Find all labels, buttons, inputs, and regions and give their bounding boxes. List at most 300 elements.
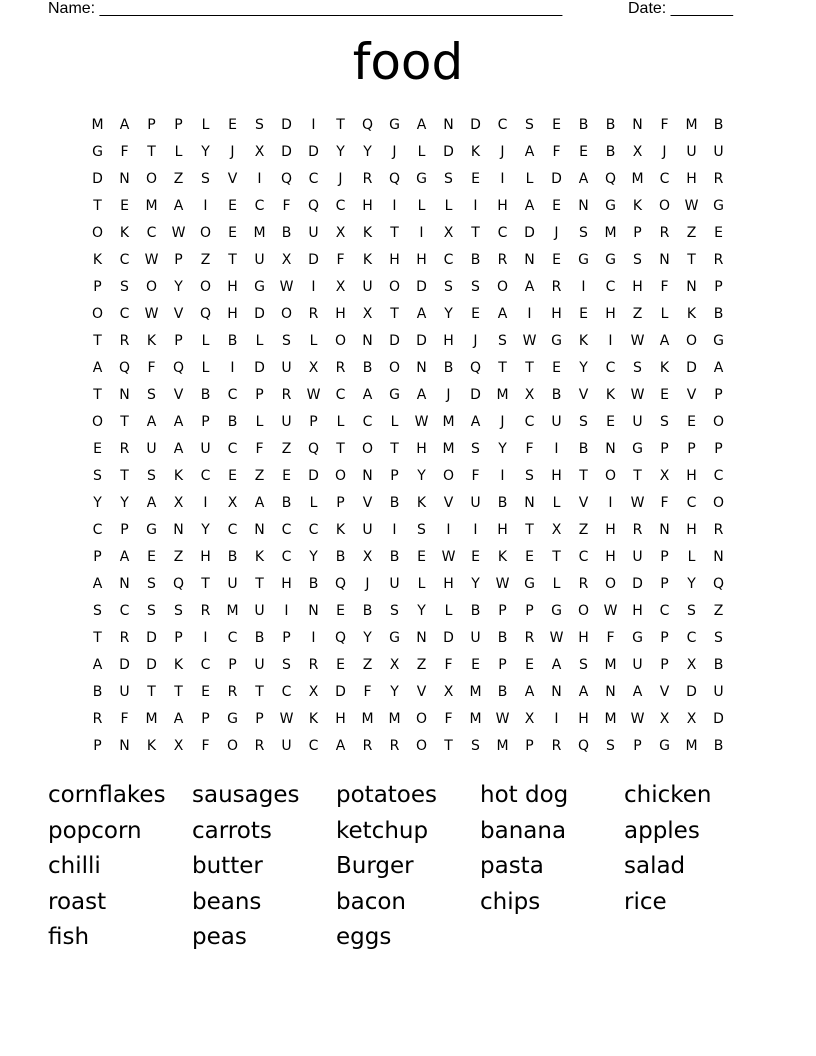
grid-letter: W (549, 630, 564, 646)
grid-letter: R (362, 171, 373, 187)
grid-letter: J (662, 144, 667, 160)
grid-letter: E (228, 225, 237, 241)
grid-letter: I (203, 198, 208, 214)
grid-letter: B (470, 252, 481, 268)
grid-letter: H (686, 171, 697, 187)
grid-row (84, 571, 732, 598)
word-list-item: hot dog (480, 782, 569, 808)
grid-letter: E (228, 198, 237, 214)
grid-letter: N (254, 522, 265, 538)
grid-letter: Z (281, 441, 292, 457)
grid-letter: L (201, 360, 210, 376)
grid-letter: I (392, 522, 397, 538)
grid-letter: R (551, 279, 562, 295)
grid-letter: H (605, 522, 616, 538)
grid-letter: J (500, 414, 505, 430)
grid-letter: P (687, 441, 696, 457)
grid-letter: M (442, 414, 455, 430)
grid-letter: I (473, 522, 478, 538)
grid-row (84, 706, 732, 733)
grid-letter: E (579, 306, 588, 322)
grid-letter: P (93, 549, 102, 565)
grid-letter: T (498, 360, 507, 376)
grid-letter: C (227, 441, 238, 457)
grid-letter: O (658, 198, 671, 214)
grid-row (84, 112, 732, 139)
grid-letter: U (632, 657, 643, 673)
grid-letter: H (227, 279, 238, 295)
grid-letter: I (419, 225, 424, 241)
grid-letter: O (334, 333, 347, 349)
grid-letter: F (444, 711, 453, 727)
grid-letter: Y (309, 549, 318, 565)
grid-letter: B (227, 333, 238, 349)
grid-letter: R (659, 225, 670, 241)
grid-letter: N (659, 252, 670, 268)
grid-letter: A (146, 495, 157, 511)
grid-letter: A (524, 198, 535, 214)
grid-letter: S (282, 333, 291, 349)
grid-letter: H (443, 576, 454, 592)
grid-letter: F (660, 117, 669, 133)
grid-letter: M (442, 441, 455, 457)
grid-letter: Y (498, 441, 507, 457)
grid-letter: K (335, 522, 346, 538)
grid-letter: Q (334, 576, 347, 592)
grid-letter: Z (254, 468, 265, 484)
grid-letter: A (632, 684, 643, 700)
grid-letter: T (390, 306, 399, 322)
grid-letter: H (443, 333, 454, 349)
grid-letter: R (389, 738, 400, 754)
grid-letter: Y (201, 144, 210, 160)
grid-letter: D (686, 360, 697, 376)
grid-letter: G (605, 252, 616, 268)
grid-letter: C (200, 468, 211, 484)
grid-letter: X (227, 495, 238, 511)
grid-letter: S (174, 603, 183, 619)
grid-letter: E (93, 441, 102, 457)
grid-letter: E (525, 549, 534, 565)
grid-letter: F (363, 684, 372, 700)
grid-letter: D (146, 657, 157, 673)
grid-letter: X (443, 225, 454, 241)
grid-letter: C (713, 468, 724, 484)
grid-letter: C (497, 117, 508, 133)
grid-letter: U (146, 441, 157, 457)
grid-letter: B (713, 738, 724, 754)
grid-letter: D (416, 333, 427, 349)
grid-letter: V (173, 306, 184, 322)
grid-letter: I (311, 117, 316, 133)
grid-letter: P (93, 738, 102, 754)
grid-letter: E (606, 414, 615, 430)
grid-letter: S (93, 468, 102, 484)
grid-letter: K (92, 252, 103, 268)
grid-letter: Q (199, 306, 212, 322)
grid-letter: F (444, 657, 453, 673)
grid-letter: L (255, 414, 264, 430)
grid-letter: G (389, 117, 400, 133)
grid-row (84, 139, 732, 166)
grid-letter: A (524, 144, 535, 160)
grid-letter: U (281, 738, 292, 754)
grid-letter: O (604, 576, 617, 592)
grid-letter: W (144, 252, 159, 268)
grid-letter: H (227, 306, 238, 322)
grid-letter: X (362, 306, 373, 322)
grid-letter: U (281, 414, 292, 430)
grid-letter: Y (336, 144, 345, 160)
grid-letter: N (713, 549, 724, 565)
grid-letter: B (578, 117, 589, 133)
grid-letter: P (174, 333, 183, 349)
grid-letter: K (659, 360, 670, 376)
grid-letter: E (660, 387, 669, 403)
grid-letter: W (495, 711, 510, 727)
grid-letter: B (308, 576, 319, 592)
grid-letter: S (714, 630, 723, 646)
grid-letter: K (470, 144, 481, 160)
grid-letter: B (92, 684, 103, 700)
grid-letter: Q (577, 738, 590, 754)
grid-letter: A (92, 360, 103, 376)
grid-letter: W (630, 333, 645, 349)
grid-row (84, 409, 732, 436)
grid-letter: A (497, 306, 508, 322)
grid-letter: A (416, 117, 427, 133)
grid-letter: K (578, 333, 589, 349)
grid-letter: T (255, 576, 264, 592)
grid-letter: X (524, 387, 535, 403)
grid-letter: O (415, 711, 428, 727)
grid-letter: Q (307, 441, 320, 457)
grid-letter: Q (172, 360, 185, 376)
word-list-item: rice (624, 888, 667, 915)
grid-letter: O (388, 279, 401, 295)
grid-letter: Q (280, 171, 293, 187)
grid-letter: F (201, 738, 210, 754)
grid-letter: S (579, 657, 588, 673)
grid-letter: K (416, 495, 427, 511)
grid-letter: T (174, 684, 183, 700)
grid-letter: N (119, 171, 130, 187)
grid-letter: M (469, 684, 482, 700)
grid-letter: U (200, 441, 211, 457)
grid-letter: F (471, 468, 480, 484)
grid-letter: N (362, 468, 373, 484)
grid-letter: J (500, 144, 505, 160)
grid-letter: K (605, 387, 616, 403)
grid-letter: W (630, 711, 645, 727)
grid-letter: S (93, 603, 102, 619)
grid-letter: K (146, 333, 157, 349)
grid-letter: Y (174, 279, 183, 295)
grid-row (84, 544, 732, 571)
grid-letter: M (253, 225, 266, 241)
grid-letter: B (497, 495, 508, 511)
grid-letter: C (605, 360, 616, 376)
grid-letter: D (632, 576, 643, 592)
grid-letter: U (254, 657, 265, 673)
grid-letter: V (362, 495, 373, 511)
grid-letter: V (578, 387, 589, 403)
grid-letter: W (630, 495, 645, 511)
grid-letter: T (255, 684, 264, 700)
grid-letter: K (146, 738, 157, 754)
grid-letter: A (578, 171, 589, 187)
grid-letter: W (171, 225, 186, 241)
grid-letter: B (281, 225, 292, 241)
grid-letter: U (362, 279, 373, 295)
grid-letter: L (309, 333, 318, 349)
grid-letter: T (93, 387, 102, 403)
grid-letter: L (444, 198, 453, 214)
grid-letter: S (606, 738, 615, 754)
grid-letter: C (92, 522, 103, 538)
grid-letter: E (228, 117, 237, 133)
grid-letter: H (416, 441, 427, 457)
grid-letter: F (120, 711, 129, 727)
grid-letter: O (145, 279, 158, 295)
grid-letter: N (551, 684, 562, 700)
grid-letter: O (91, 306, 104, 322)
grid-letter: L (444, 603, 453, 619)
grid-letter: P (660, 576, 669, 592)
grid-letter: D (281, 117, 292, 133)
grid-letter: S (525, 117, 534, 133)
grid-letter: I (311, 279, 316, 295)
grid-letter: Z (362, 657, 373, 673)
grid-letter: I (608, 333, 613, 349)
grid-letter: J (446, 387, 451, 403)
grid-letter: Q (334, 630, 347, 646)
grid-letter: D (254, 306, 265, 322)
grid-letter: X (632, 144, 643, 160)
grid-letter: P (498, 657, 507, 673)
grid-letter: R (713, 522, 724, 538)
grid-letter: S (147, 603, 156, 619)
grid-letter: M (145, 711, 158, 727)
grid-letter: X (173, 738, 184, 754)
grid-letter: Y (417, 468, 426, 484)
word-list (48, 778, 768, 956)
grid-letter: O (199, 225, 212, 241)
grid-letter: C (443, 252, 454, 268)
grid-letter: C (605, 279, 616, 295)
grid-letter: U (713, 144, 724, 160)
grid-letter: P (660, 549, 669, 565)
grid-letter: P (255, 711, 264, 727)
word-list-item: apples (624, 817, 700, 844)
grid-letter: A (362, 387, 373, 403)
grid-letter: G (146, 522, 157, 538)
grid-letter: G (551, 603, 562, 619)
grid-letter: H (335, 711, 346, 727)
grid-letter: P (714, 441, 723, 457)
grid-letter: L (552, 495, 561, 511)
grid-letter: C (308, 171, 319, 187)
grid-letter: P (633, 738, 642, 754)
grid-letter: M (226, 603, 239, 619)
grid-letter: L (201, 333, 210, 349)
grid-letter: T (201, 576, 210, 592)
grid-letter: R (497, 252, 508, 268)
grid-letter: P (174, 252, 183, 268)
grid-letter: D (335, 684, 346, 700)
grid-letter: D (254, 360, 265, 376)
grid-letter: P (201, 414, 210, 430)
grid-letter: M (496, 738, 509, 754)
grid-letter: P (390, 468, 399, 484)
grid-letter: T (147, 684, 156, 700)
grid-letter: E (417, 549, 426, 565)
grid-letter: L (255, 333, 264, 349)
grid-letter: U (551, 414, 562, 430)
grid-letter: F (120, 144, 129, 160)
grid-letter: P (309, 414, 318, 430)
grid-letter: X (335, 279, 346, 295)
grid-letter: X (308, 360, 319, 376)
word-list-item: fish (48, 924, 90, 951)
grid-letter: T (525, 522, 534, 538)
grid-letter: J (365, 576, 370, 592)
word-list-item: Burger (336, 853, 414, 880)
grid-letter: E (228, 468, 237, 484)
grid-letter: S (147, 468, 156, 484)
grid-row (84, 355, 732, 382)
grid-letter: W (603, 603, 618, 619)
grid-letter: J (554, 225, 559, 241)
grid-letter: P (282, 630, 291, 646)
grid-letter: Y (417, 603, 426, 619)
grid-letter: B (389, 495, 400, 511)
grid-letter: A (92, 576, 103, 592)
grid-letter: Q (469, 360, 482, 376)
grid-row (84, 598, 732, 625)
grid-letter: L (417, 198, 426, 214)
grid-letter: T (93, 630, 102, 646)
grid-letter: C (362, 414, 373, 430)
word-list-item: chips (480, 888, 541, 915)
grid-letter: Z (173, 549, 184, 565)
word-list-item: ketchup (336, 817, 429, 844)
grid-letter: G (389, 630, 400, 646)
grid-letter: E (471, 657, 480, 673)
grid-letter: J (473, 333, 478, 349)
grid-letter: X (659, 468, 670, 484)
grid-letter: C (686, 630, 697, 646)
grid-row (84, 733, 732, 760)
grid-letter: W (684, 198, 699, 214)
grid-letter: N (119, 738, 130, 754)
grid-letter: W (414, 414, 429, 430)
grid-letter: C (119, 252, 130, 268)
grid-letter: A (173, 198, 184, 214)
grid-letter: S (525, 468, 534, 484)
grid-letter: I (608, 495, 613, 511)
grid-letter: Q (388, 171, 401, 187)
grid-letter: I (500, 468, 505, 484)
grid-letter: I (257, 171, 262, 187)
grid-letter: B (713, 306, 724, 322)
grid-letter: A (416, 306, 427, 322)
grid-letter: C (119, 306, 130, 322)
grid-letter: D (146, 630, 157, 646)
grid-letter: A (119, 117, 130, 133)
grid-letter: Q (604, 171, 617, 187)
grid-letter: M (361, 711, 374, 727)
grid-letter: X (335, 225, 346, 241)
grid-letter: Z (200, 252, 211, 268)
grid-letter: K (497, 549, 508, 565)
grid-letter: Y (687, 576, 696, 592)
grid-letter: I (311, 630, 316, 646)
grid-letter: D (686, 684, 697, 700)
grid-row (84, 193, 732, 220)
grid-letter: G (227, 711, 238, 727)
grid-letter: F (147, 360, 156, 376)
grid-letter: U (281, 360, 292, 376)
grid-letter: O (91, 225, 104, 241)
grid-letter: R (119, 630, 130, 646)
grid-letter: Y (444, 306, 453, 322)
grid-letter: M (388, 711, 401, 727)
grid-letter: P (174, 117, 183, 133)
grid-letter: P (201, 711, 210, 727)
grid-letter: Y (201, 522, 210, 538)
grid-letter: T (228, 252, 237, 268)
grid-letter: X (362, 549, 373, 565)
grid-letter: V (443, 495, 454, 511)
grid-letter: D (551, 171, 562, 187)
grid-letter: D (524, 225, 535, 241)
grid-letter: P (525, 738, 534, 754)
grid-letter: C (227, 387, 238, 403)
grid-letter: R (200, 603, 211, 619)
grid-letter: X (443, 684, 454, 700)
grid-letter: O (712, 495, 725, 511)
grid-letter: L (174, 144, 183, 160)
grid-letter: G (416, 171, 427, 187)
grid-letter: R (308, 657, 319, 673)
grid-letter: Q (172, 576, 185, 592)
grid-letter: D (308, 252, 319, 268)
grid-letter: A (146, 414, 157, 430)
grid-letter: U (389, 576, 400, 592)
grid-letter: I (500, 171, 505, 187)
grid-letter: S (471, 279, 480, 295)
grid-letter: D (443, 144, 454, 160)
grid-letter: A (470, 414, 481, 430)
grid-letter: C (686, 495, 697, 511)
grid-letter: X (389, 657, 400, 673)
grid-letter: S (444, 279, 453, 295)
grid-letter: O (226, 738, 239, 754)
grid-letter: T (471, 225, 480, 241)
grid-letter: Y (363, 630, 372, 646)
grid-letter: C (254, 198, 265, 214)
grid-letter: Y (390, 684, 399, 700)
grid-letter: O (145, 171, 158, 187)
grid-letter: Y (363, 144, 372, 160)
grid-letter: E (471, 549, 480, 565)
grid-letter: E (336, 603, 345, 619)
grid-letter: T (552, 549, 561, 565)
grid-letter: L (417, 144, 426, 160)
grid-letter: J (338, 171, 343, 187)
grid-letter: H (686, 522, 697, 538)
